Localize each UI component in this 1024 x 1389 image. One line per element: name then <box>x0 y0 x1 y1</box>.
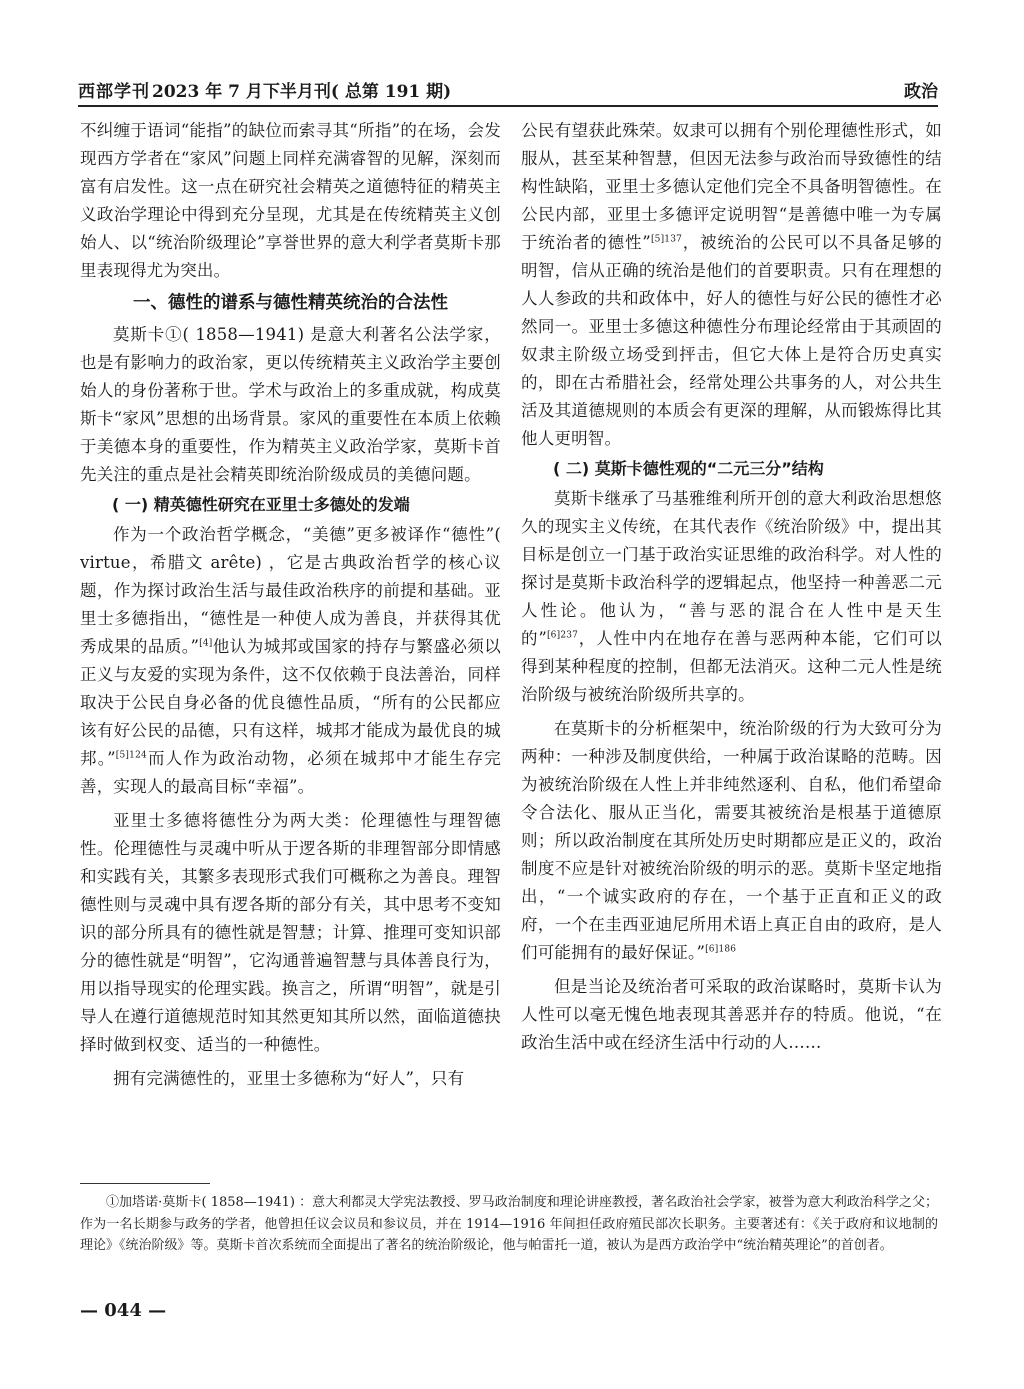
journal-logo: 西部学刊 <box>78 82 150 102</box>
section-heading: 一、德性的谱系与德性精英统治的合法性 <box>133 293 448 313</box>
paragraph <box>521 117 942 453</box>
subsection-heading: ( 一) 精英德性研究在亚里士多德处的发端 <box>112 495 410 514</box>
paragraph <box>521 485 942 709</box>
paragraph: 拥有完满德性的，亚里士多德称为“好人”，只有 <box>113 1069 465 1088</box>
text-run: ，人性中内在地存在善与恶两种本能，它们可以得到某种程度的控制，但都无法消灭。这种二元人性是统治阶级与被统治阶级所共享的。 <box>521 629 942 704</box>
text-run: ，被统治的公民可以不具备足够的明智，信从正确的统治是他们的首要职责。只有在理想的人人参政的共和政体中，好人的德性与好公民的德性才必然同一。亚里士多德这种德性分布理论经常由于其顽固的奴隶主阶级立场受到抨击，但它大体上是符合历史真实的，即在古希腊社会，经常处理公共事务的人，对公共生活及其道德规则的本质会有更深的理解，从而锻炼得比其他人更明智。 <box>521 233 942 448</box>
header-rule <box>78 105 938 107</box>
paragraph: 莫斯卡①( 1858—1941) 是意大利著名公法学家，也是有影响力的政治家，更以传统精英主义政治学主要创始人的身份著称于世。学术与政治上的多重成就，构成莫斯卡“家风”思想的出场背景。家风的重要性在本质上依赖于美德本身的重要性，作为精英主义政治学家，莫斯卡首先关注的重点是社会精英即统治阶级成员的美德问题。 <box>80 325 501 484</box>
text-run: 而人作为政治动物，必须在城邦中才能生存完善，实现人的最高目标“幸福”。 <box>80 749 501 796</box>
citation: [5]124 <box>115 750 147 761</box>
text-run: 他认为城邦或国家的持存与繁盛必须以正义与友爱的实现为条件，这不仅依赖于良法善治，同样取决于公民自身必备的优良德性品质，“所有的公民都应该有好公民的品德，只有这样，城邦才能成为最优良的城邦。” <box>80 637 501 768</box>
issue-info: 2023 年 7 月下半月刊( 总第 191 期) <box>152 82 452 102</box>
running-header <box>78 68 938 102</box>
section-label: 政治 <box>904 82 938 102</box>
text-run: 莫斯卡继承了马基雅维利所开创的意大利政治思想悠久的现实主义传统，在其代表作《统治阶级》中，提出其目标是创立一门基于政治实证思维的政治科学。对人性的探讨是莫斯卡政治科学的逻辑起点，他坚持一种善恶二元人性论。他认为，“善与恶的混合在人性中是天生的” <box>521 489 942 648</box>
citation: [4] <box>199 638 213 649</box>
text-run: 在莫斯卡的分析框架中，统治阶级的行为大致可分为两种：一种涉及制度供给，一种属于政治谋略的范畴。因为被统治阶级在人性上并非纯然逐利、自私，他们希望命令合法化、服从正当化，需要其被统治是根基于道德原则；所以政治制度在其所处历史时期都应是正义的，政治制度不应是针对被统治阶级的明示的恶。莫斯卡坚定地指出，“一个诚实政府的存在，一个基于正直和正义的政府，一个在圭西亚迪尼所用术语上真正自由的政府，是人们可能拥有的最好保证。” <box>521 719 942 962</box>
text-run: 公民有望获此殊荣。奴隶可以拥有个别伦理德性形式，如服从，甚至某种智慧，但因无法参与政治而导致德性的结构性缺陷，亚里士多德认定他们完全不具备明智德性。在公民内部，亚里士多德评定说明智“是善德中唯一为专属于统治者的德性” <box>521 121 942 252</box>
paragraph: 亚里士多德将德性分为两大类：伦理德性与理智德性。伦理德性与灵魂中听从于逻各斯的非理智部分即情感和实践有关，其繁多表现形式我们可概称之为善良。理智德性则与灵魂中具有逻各斯的部分有关，其中思考不变知识的部分所具有的德性就是智慧；计算、推理可变知识部分的德性就是“明智”，它沟通普遍智慧与具体善良行为，用以指导现实的伦理实践。换言之，所谓“明智”，就是引导人在遵行道德规范时知其然更知其所以然，面临道德抉择时做到权变、适当的一种德性。 <box>80 811 501 1054</box>
footnote: ①加塔诺·莫斯卡( 1858—1941) ：意大利都灵大学宪法教授、罗马政治制度和理论讲座教授，著名政治社会学家，被誉为意大利政治科学之父；作为一名长期参与政务的学者，他曾担任议会议员和参议员，并在 1914—1916 年间担任政府殖民部次长职务。主要著述有：《关于政府和议地制的理论》《统治阶级》等。莫斯卡首次系统而全面提出了著名的统治阶级论，他与帕雷托一道，被认为是西方政治学中“统治精英理论”的首创者。 <box>80 1195 938 1253</box>
footnote-rule <box>80 1183 210 1184</box>
journal-info <box>78 77 451 102</box>
text-run: 作为一个政治哲学概念，“美德”更多被译作“德性”( virtue，希腊文 arête) ，它是古典政治哲学的核心议题，作为探讨政治生活与最佳政治秩序的前提和基础。亚里士多德指出，“德性是一种使人成为善良，并获得其优秀成果的品质。” <box>80 525 501 656</box>
left-column <box>80 117 501 1167</box>
paragraph <box>80 521 501 801</box>
paragraph: 不纠缠于语词“能指”的缺位而索寻其“所指”的在场，会发现西方学者在“家风”问题上同样充满睿智的见解，深刻而富有启发性。这一点在研究社会精英之道德特征的精英主义政治学理论中得到充分呈现，尤其是在传统精英主义创始人、以“统治阶级理论”享誉世界的意大利学者莫斯卡那里表现得尤为突出。 <box>80 121 501 280</box>
page-number: — 044 — <box>80 1300 167 1321</box>
subsection-heading: ( 二) 莫斯卡德性观的“二元三分”结构 <box>553 459 824 478</box>
citation: [6]237 <box>546 630 579 641</box>
citation: [5]137 <box>650 234 683 245</box>
paragraph: 但是当论及统治者可采取的政治谋略时，莫斯卡认为人性可以毫无愧色地表现其善恶并存的特质。他说，“在政治生活中或在经济生活中行动的人…… <box>521 977 942 1052</box>
paragraph <box>521 715 942 967</box>
right-column <box>521 117 942 1167</box>
citation: [6]186 <box>705 944 737 955</box>
